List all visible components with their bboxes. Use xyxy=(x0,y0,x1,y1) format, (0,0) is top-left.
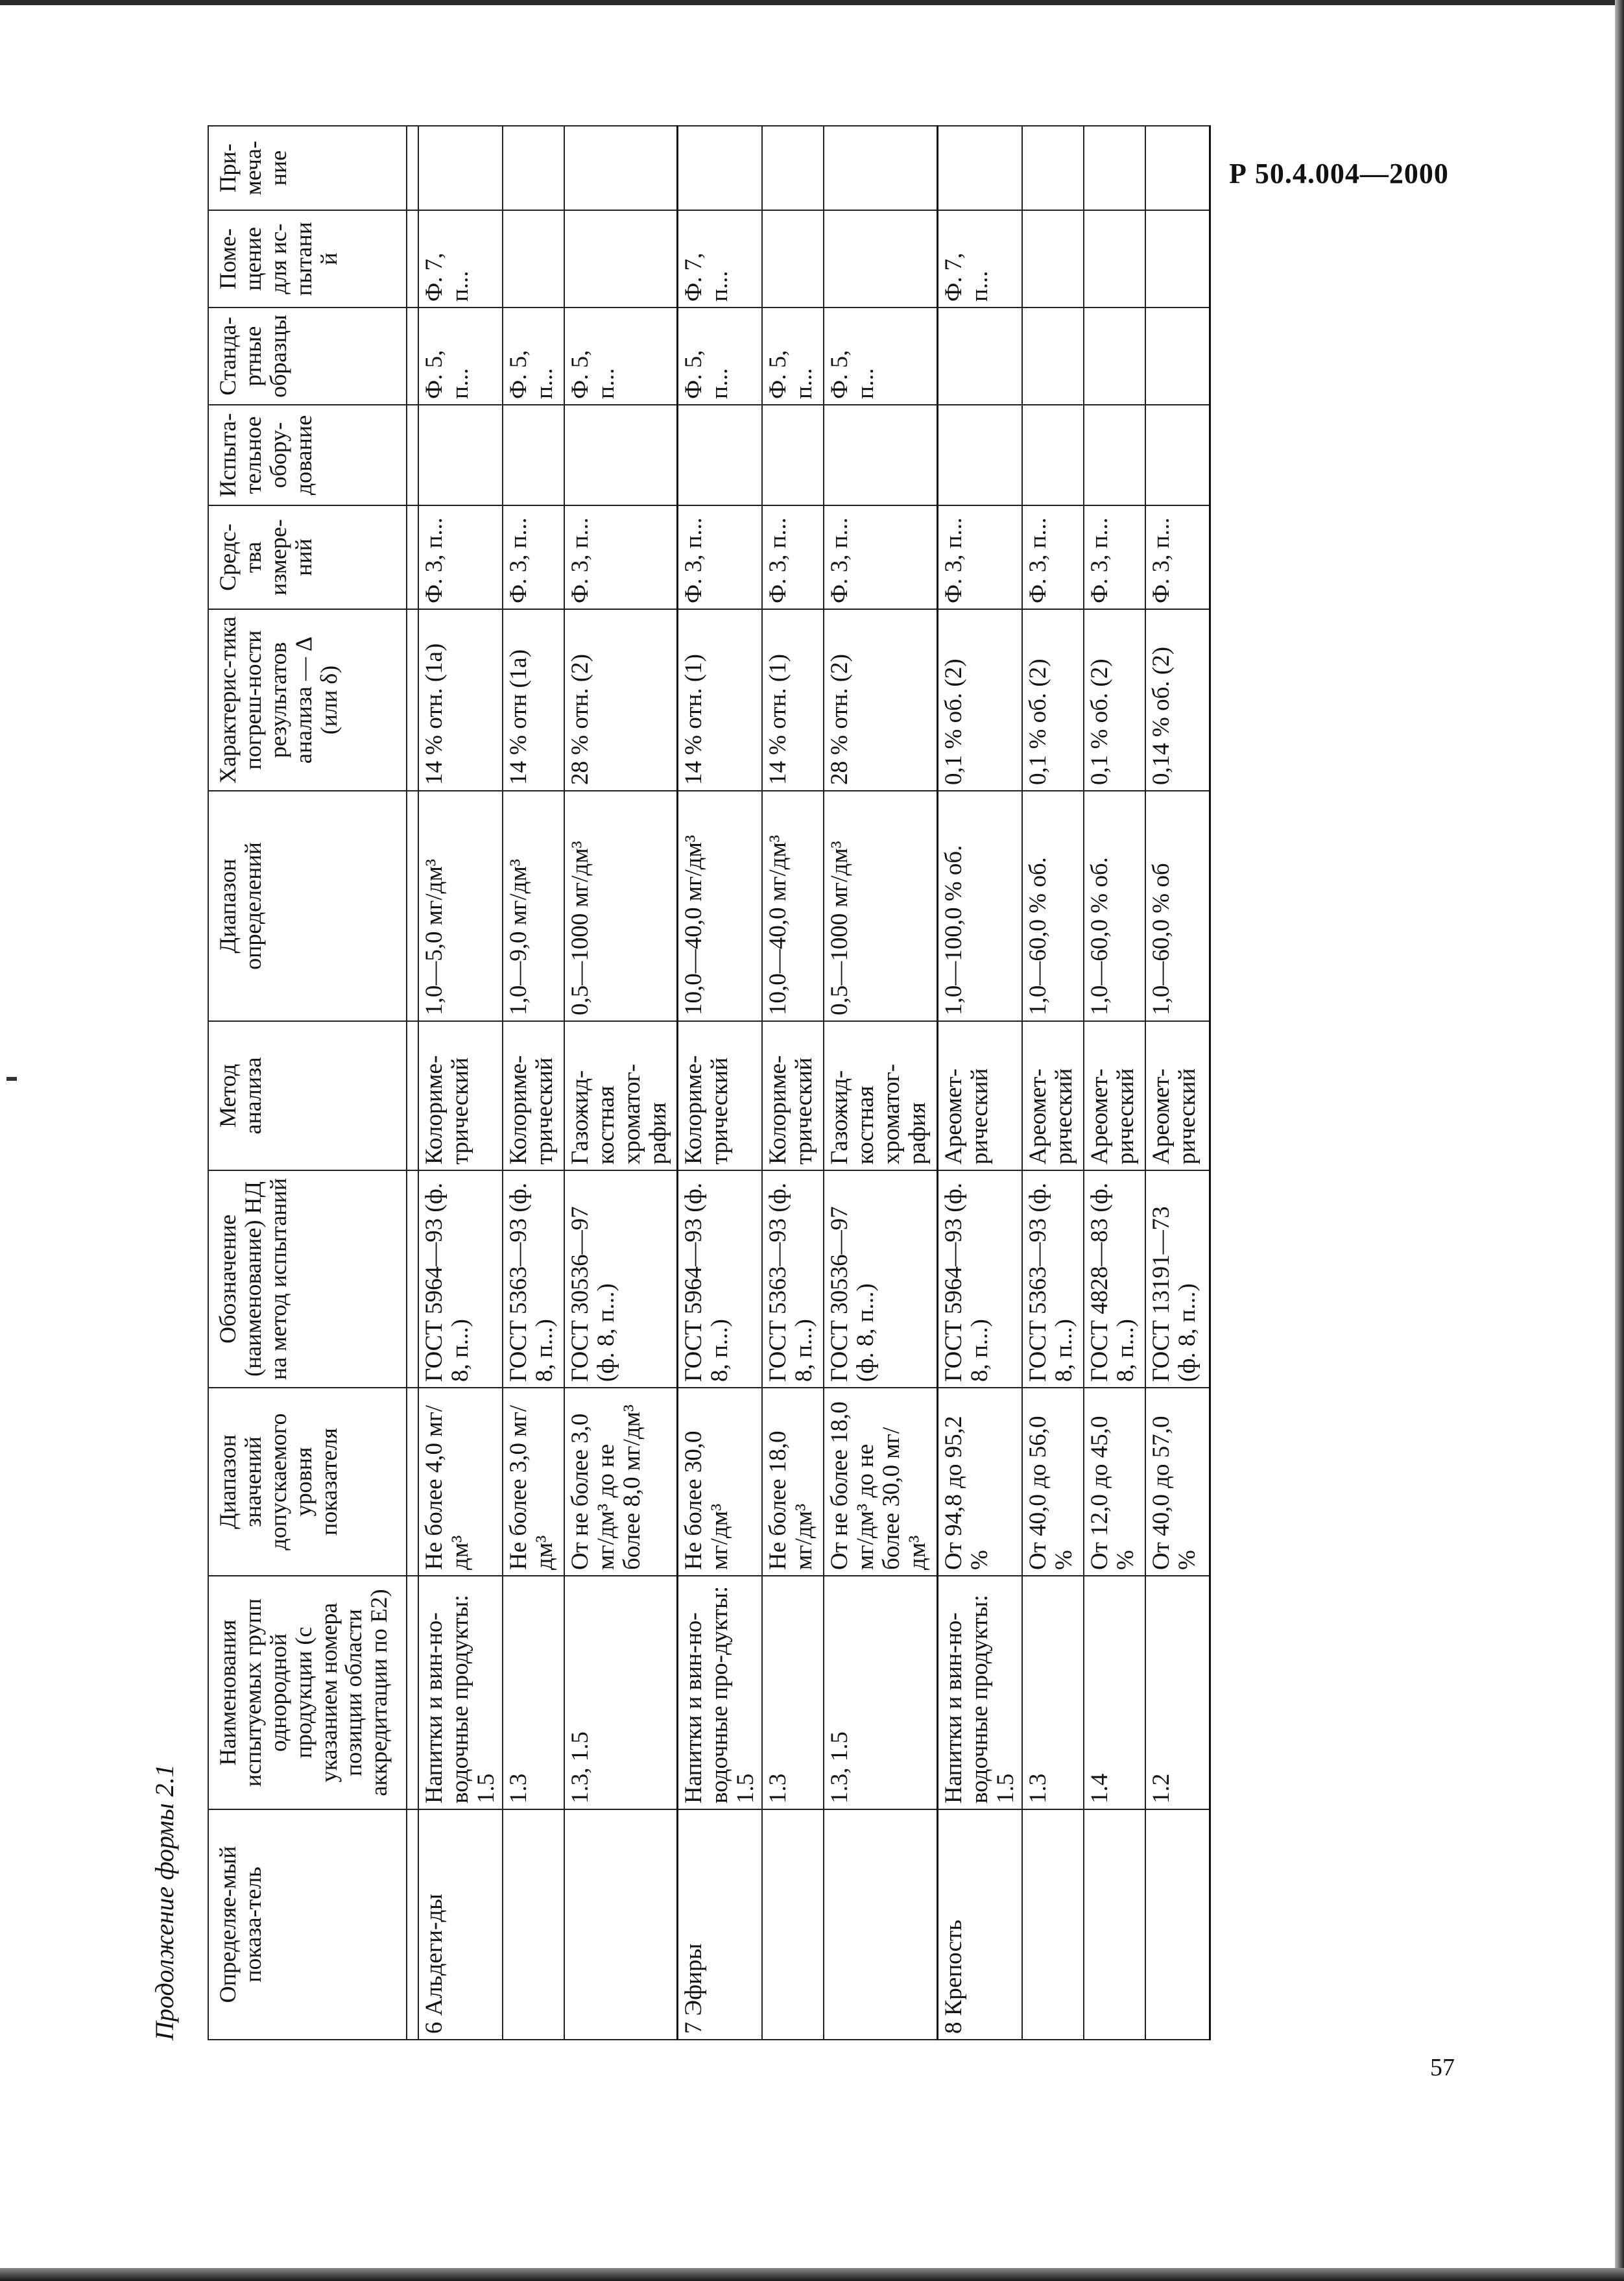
table-cell: Газожид-костная хроматог-рафия xyxy=(564,1021,678,1170)
header-separator-row xyxy=(407,126,418,2040)
table-cell: Ф. 3, п... xyxy=(824,505,937,609)
table-cell: 1,0—60,0 % об xyxy=(1145,791,1210,1021)
table-cell: От 94,8 до 95,2 % xyxy=(937,1388,1021,1576)
table-row xyxy=(418,126,503,2040)
table-cell: 1,0—9,0 мг/дм³ xyxy=(503,791,564,1021)
header-cell: Определяе-мый показа-тель xyxy=(208,1809,407,2040)
table-row xyxy=(1145,126,1210,2040)
header-cell: При-меча-ние xyxy=(208,126,407,210)
table-cell: Ареомет-рический xyxy=(1145,1021,1210,1170)
table-cell: Ф. 3, п... xyxy=(1022,505,1084,609)
form-caption: Продолжение формы 2.1 xyxy=(150,1764,179,2040)
table-cell: Ф. 3, п... xyxy=(1084,505,1145,609)
table-row xyxy=(762,126,824,2040)
table-cell: От не более 3,0 мг/дм³ до не более 8,0 мг/дм³ xyxy=(564,1388,678,1576)
table-cell xyxy=(503,1809,564,2040)
table-cell xyxy=(564,1809,678,2040)
table-cell xyxy=(1145,308,1210,405)
table-cell xyxy=(762,126,824,210)
scan-edge-right xyxy=(1615,0,1624,2281)
table-cell: Ф. 5, п... xyxy=(678,308,762,405)
table-cell: Не более 30,0 мг/дм³ xyxy=(678,1388,762,1576)
table-cell xyxy=(1084,210,1145,308)
table-cell: Ф. 3, п... xyxy=(503,505,564,609)
table-cell: 1,0—60,0 % об. xyxy=(1084,791,1145,1021)
table-cell xyxy=(678,405,762,505)
table-cell: Ф. 3, п... xyxy=(418,505,503,609)
table-cell xyxy=(1022,126,1084,210)
header-cell: Метод анализа xyxy=(208,1021,407,1170)
table-row xyxy=(937,126,1021,2040)
table-cell xyxy=(1022,405,1084,505)
table-row xyxy=(503,126,564,2040)
table-cell: ГОСТ 5964—93 (ф. 8, п...) xyxy=(678,1170,762,1388)
table-cell: Колориме-трический xyxy=(678,1021,762,1170)
scan-mark xyxy=(6,1077,17,1081)
table-cell: 0,1 % об. (2) xyxy=(1084,609,1145,791)
table-cell: 14 % отн. (1) xyxy=(762,609,824,791)
header-cell: Диапазон определений xyxy=(208,791,407,1021)
table-cell: 10,0—40,0 мг/дм³ xyxy=(762,791,824,1021)
table-cell: Колориме-трический xyxy=(503,1021,564,1170)
table-cell xyxy=(824,1809,937,2040)
table-cell: 1.3 xyxy=(1022,1576,1084,1809)
table-cell: ГОСТ 5363—93 (ф. 8, п...) xyxy=(762,1170,824,1388)
table-cell: 28 % отн. (2) xyxy=(824,609,937,791)
table-cell: От не более 18,0 мг/дм³ до не более 30,0 мг/дм³ xyxy=(824,1388,937,1576)
table-cell xyxy=(418,405,503,505)
table-cell: ГОСТ 4828—83 (ф. 8, п...) xyxy=(1084,1170,1145,1388)
header-cell: Наименования испытуемых групп однородной продукции (с указанием номера позиции области аккредитации по Е2) xyxy=(208,1576,407,1809)
table-cell: Газожид-костная хроматог-рафия xyxy=(824,1021,937,1170)
table-cell: От 40,0 до 56,0 % xyxy=(1022,1388,1084,1576)
table-cell: 14 % отн (1а) xyxy=(503,609,564,791)
table-cell: Ф. 3, п... xyxy=(1145,505,1210,609)
table-cell: Не более 18,0 мг/дм³ xyxy=(762,1388,824,1576)
table-cell xyxy=(1022,1809,1084,2040)
table-cell: Ф. 3, п... xyxy=(937,505,1021,609)
table-cell: 0,5—1000 мг/дм³ xyxy=(564,791,678,1021)
table-cell xyxy=(824,126,937,210)
table-cell xyxy=(418,126,503,210)
table-cell: Ф. 3, п... xyxy=(678,505,762,609)
table-cell: 0,14 % об. (2) xyxy=(1145,609,1210,791)
table-cell: 1.3, 1.5 xyxy=(564,1576,678,1809)
table-cell: Напитки и вин-но-водочные про-дукты: 1.5 xyxy=(678,1576,762,1809)
table-body xyxy=(418,126,1210,2040)
table-cell: 28 % отн. (2) xyxy=(564,609,678,791)
table-row xyxy=(678,126,762,2040)
table-cell: ГОСТ 5964—93 (ф. 8, п...) xyxy=(937,1170,1021,1388)
table-cell xyxy=(762,210,824,308)
table-cell: 1,0—60,0 % об. xyxy=(1022,791,1084,1021)
table-cell: Ареомет-рический xyxy=(1084,1021,1145,1170)
table-cell: 1.2 xyxy=(1145,1576,1210,1809)
table-cell xyxy=(1145,210,1210,308)
accreditation-table xyxy=(208,125,1211,2040)
table-cell xyxy=(503,405,564,505)
table-cell: Колориме-трический xyxy=(418,1021,503,1170)
table-cell: ГОСТ 13191—73 (ф. 8, п...) xyxy=(1145,1170,1210,1388)
table-cell xyxy=(937,405,1021,505)
table-row xyxy=(1084,126,1145,2040)
table-cell xyxy=(824,405,937,505)
rotated-page-content xyxy=(149,29,1414,2040)
table-cell xyxy=(1022,210,1084,308)
table-cell: Не более 3,0 мг/дм³ xyxy=(503,1388,564,1576)
table-cell: ГОСТ 30536—97 (ф. 8, п...) xyxy=(824,1170,937,1388)
table-cell xyxy=(564,405,678,505)
table-cell: ГОСТ 5363—93 (ф. 8, п...) xyxy=(1022,1170,1084,1388)
table-cell: 8 Крепость xyxy=(937,1809,1021,2040)
table-cell: ГОСТ 5363—93 (ф. 8, п...) xyxy=(503,1170,564,1388)
table-cell: 1.3, 1.5 xyxy=(824,1576,937,1809)
header-cell: Испыта-тельное обору-дование xyxy=(208,405,407,505)
table-cell: Ф. 7, п... xyxy=(678,210,762,308)
table-cell: Ф. 5, п... xyxy=(418,308,503,405)
scan-edge-bottom xyxy=(0,2268,1624,2281)
header-cell: Средс-тва измере-ний xyxy=(208,505,407,609)
table-cell: ГОСТ 30536—97 (ф. 8, п...) xyxy=(564,1170,678,1388)
table-cell: 1.3 xyxy=(762,1576,824,1809)
table-header-row xyxy=(208,126,407,2040)
table-cell: Колориме-трический xyxy=(762,1021,824,1170)
table-cell: Ф. 7, п... xyxy=(937,210,1021,308)
table-cell: Ф. 7, п... xyxy=(418,210,503,308)
table-cell xyxy=(1022,308,1084,405)
header-cell: Диапазон значений допускаемого уровня показателя xyxy=(208,1388,407,1576)
header-cell: Поме-щение для ис-пытаний xyxy=(208,210,407,308)
table-row xyxy=(1022,126,1084,2040)
table-cell: 6 Альдеги-ды xyxy=(418,1809,503,2040)
table-cell: Ф. 3, п... xyxy=(564,505,678,609)
table-cell: Ареомет-рический xyxy=(937,1021,1021,1170)
table-cell xyxy=(1084,308,1145,405)
table-row xyxy=(824,126,937,2040)
table-cell xyxy=(564,210,678,308)
document-code: Р 50.4.004—2000 xyxy=(1229,158,1449,189)
table-cell: Не более 4,0 мг/дм³ xyxy=(418,1388,503,1576)
table-cell: Ареомет-рический xyxy=(1022,1021,1084,1170)
table-cell: 7 Эфиры xyxy=(678,1809,762,2040)
table-cell xyxy=(824,210,937,308)
table-cell: Ф. 3, п... xyxy=(762,505,824,609)
table-cell: 1,0—5,0 мг/дм³ xyxy=(418,791,503,1021)
table-cell: 14 % отн. (1а) xyxy=(418,609,503,791)
page-number: 57 xyxy=(1430,2054,1455,2081)
table-cell xyxy=(503,210,564,308)
table-cell: Напитки и вин-но-водочные продукты: 1.5 xyxy=(937,1576,1021,1809)
scan-edge-top xyxy=(0,0,1624,5)
header-cell: Характерис-тика погреш-ности результатов анализа — Δ (или δ) xyxy=(208,609,407,791)
table-cell: От 40,0 до 57,0 % xyxy=(1145,1388,1210,1576)
table-cell: От 12,0 до 45,0 % xyxy=(1084,1388,1145,1576)
table-cell: 1.3 xyxy=(503,1576,564,1809)
table-row xyxy=(564,126,678,2040)
table-cell xyxy=(503,126,564,210)
table-cell: 10,0—40,0 мг/дм³ xyxy=(678,791,762,1021)
table-cell xyxy=(1145,126,1210,210)
table-cell: Ф. 5, п... xyxy=(824,308,937,405)
table-cell xyxy=(564,126,678,210)
table-cell: Ф. 5, п... xyxy=(762,308,824,405)
table-cell xyxy=(1084,1809,1145,2040)
table-cell xyxy=(678,126,762,210)
table-cell xyxy=(1084,405,1145,505)
table-cell: Ф. 5, п... xyxy=(503,308,564,405)
table-cell: 14 % отн. (1) xyxy=(678,609,762,791)
table-cell: 0,1 % об. (2) xyxy=(1022,609,1084,791)
table-cell xyxy=(937,308,1021,405)
table-cell: 1,0—100,0 % об. xyxy=(937,791,1021,1021)
header-cell: Станда-ртные образцы xyxy=(208,308,407,405)
table-cell xyxy=(937,126,1021,210)
table-cell xyxy=(1084,126,1145,210)
table-cell: 0,1 % об. (2) xyxy=(937,609,1021,791)
table-cell xyxy=(762,1809,824,2040)
table-cell: Ф. 5, п... xyxy=(564,308,678,405)
table-cell xyxy=(1145,1809,1210,2040)
table-cell xyxy=(1145,405,1210,505)
table-cell: 1.4 xyxy=(1084,1576,1145,1809)
table-cell: ГОСТ 5964—93 (ф. 8, п...) xyxy=(418,1170,503,1388)
header-cell: Обозначение (наименование) НД на метод испытаний xyxy=(208,1170,407,1388)
table-cell: 0,5—1000 мг/дм³ xyxy=(824,791,937,1021)
table-cell: Напитки и вин-но-водочные продукты: 1.5 xyxy=(418,1576,503,1809)
table-cell xyxy=(762,405,824,505)
